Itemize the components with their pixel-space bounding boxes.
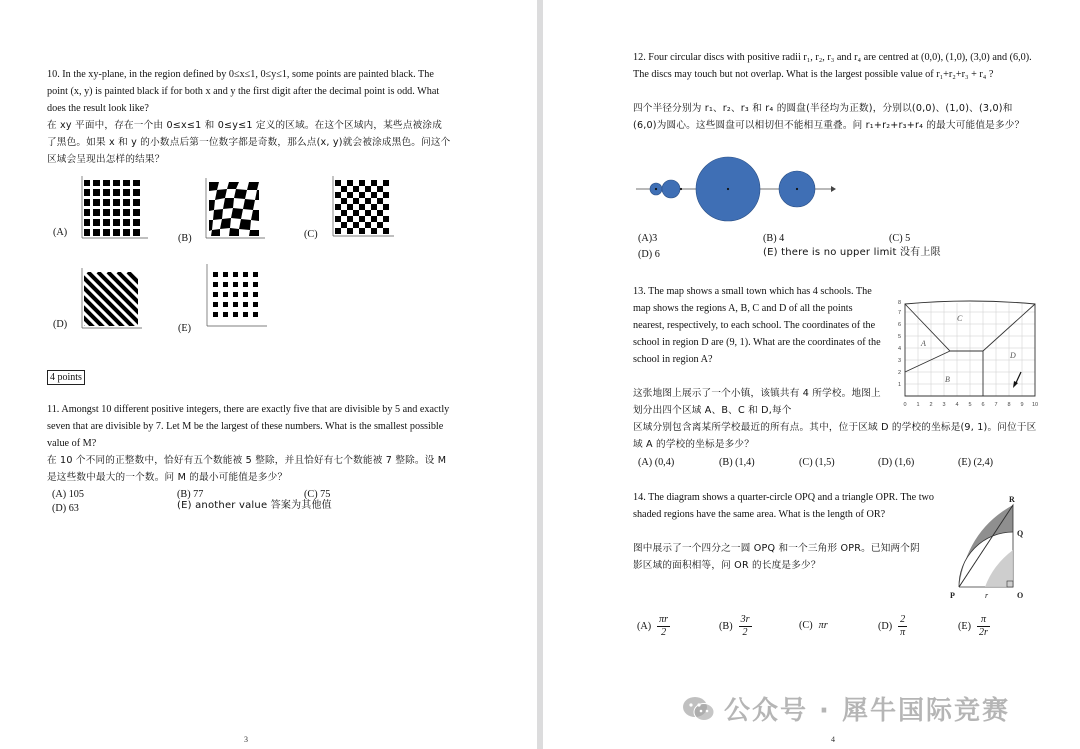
svg-text:1: 1	[916, 402, 920, 408]
svg-text:4: 4	[955, 402, 959, 408]
q10-option-e-label: (E)	[178, 323, 192, 334]
svg-text:3: 3	[897, 358, 901, 364]
q13-region-c: C	[957, 314, 963, 323]
q12-text-cn: 四个半径分别为 r₁、r₂、r₃ 和 r₄ 的圆盘(半径均为正数)，分别以(0,0)、(1,0)、(3,0)和(6,0)为圆心。这些圆盘可以相切但不能相互重叠。问 r₁+r₂+r₃+r₄ 的最大可能值是多少？	[633, 103, 1025, 131]
q11-option-c: (C) 75	[304, 489, 331, 500]
q10-option-c-figure	[330, 174, 398, 240]
page-3	[0, 0, 537, 749]
svg-text:2: 2	[897, 370, 901, 376]
q13-map-figure	[895, 296, 1041, 412]
svg-text:5: 5	[968, 402, 972, 408]
svg-text:4: 4	[897, 346, 901, 352]
q11-option-a: (A) 105	[52, 489, 84, 500]
svg-text:5: 5	[897, 334, 901, 340]
q10-option-e-figure	[203, 262, 271, 330]
q10-text: 10. In the xy-plane, in the region defined by 0≤x≤1, 0≤y≤1, some points are painted black. The point (x, y) is painted black if for both x and y the first digit after the decimal point is odd. What does the result look like?	[47, 69, 440, 114]
q12-text: 12. Four circular discs with positive radii r₁, r₂, r₃ and r₄ are centred at (0,0), (1,0), (3,0) and (6,0). The discs may touch but not overlap. What is the largest possible value of r₁+r₂+r₃ + r₄ ?	[633, 52, 1032, 80]
q13-text: 13. The map shows a small town which has 4 schools. The map shows the regions A, B, C and D of all the points nearest, respectively, to each school. The coordinates of the school in region D are (9, 1). What are the coordinates of the school in region A?	[633, 286, 881, 365]
q13-option-c: (C) (1,5)	[799, 457, 835, 468]
q14-option-c: (C) πr	[799, 620, 828, 631]
q13-region-b: B	[945, 375, 950, 384]
q10-option-b-label: (B)	[178, 233, 192, 244]
q10-points-badge: 4 points	[47, 370, 85, 385]
wechat-icon	[682, 695, 716, 723]
q10-option-c-label: (C)	[304, 229, 318, 240]
q11-text-cn: 在 10 个不同的正整数中，恰好有五个数能被 5 整除，并且恰好有七个数能被 7 整除。设 M 是这些数中最大的一个数。问 M 的最小可能值是多少？	[47, 455, 447, 483]
q11-text: 11. Amongst 10 different positive integers, there are exactly five that are divisible by 5 and exactly seven that are divisible by 7. Let M be the largest of these numbers. What is the smallest possible value of M?	[47, 404, 450, 449]
q12-discs-figure	[636, 160, 836, 224]
svg-text:8: 8	[897, 300, 901, 306]
q14-label-q: Q	[1017, 529, 1024, 538]
page-4	[543, 0, 1080, 749]
q12-option-d: (D) 6	[638, 249, 660, 260]
q10-option-d-figure	[78, 266, 146, 332]
q14-label-o: O	[1017, 591, 1024, 600]
q13-option-a: (A) (0,4)	[638, 457, 675, 468]
q14-option-b: (B) $\frac{3r}{2}$	[719, 614, 750, 638]
svg-text:9: 9	[1020, 402, 1024, 408]
svg-text:3: 3	[942, 402, 946, 408]
q13-text-cn-1: 这张地图上展示了一个小镇，该镇共有 4 所学校。地图上划分出四个区域 A、B、C 和 D,每个	[633, 388, 881, 416]
q13-option-e: (E) (2,4)	[958, 457, 994, 468]
q13-text-cn-2: 区域分别包含离某所学校最近的所有点。其中，位于区域 D 的学校的坐标是(9, 1)。问位于区域 A 的学校的坐标是多少？	[633, 422, 1037, 450]
svg-text:8: 8	[1007, 402, 1011, 408]
svg-text:7: 7	[994, 402, 998, 408]
svg-text:1: 1	[897, 382, 901, 388]
svg-text:6: 6	[897, 322, 901, 328]
q10-option-a-figure	[78, 174, 150, 242]
watermark-text: 公众号 · 犀牛国际竞赛	[724, 696, 1010, 726]
q13-region-d: D	[1010, 351, 1016, 360]
svg-text:7: 7	[897, 310, 901, 316]
q12-option-a: (A)3	[638, 233, 658, 244]
q13-region-a: A	[921, 339, 926, 348]
q14-text: 14. The diagram shows a quarter-circle OPQ and a triangle OPR. The two shaded regions have the same area. What is the length of OR?	[633, 492, 935, 520]
q10-text-cn: 在 xy 平面中，存在一个由 0≤x≤1 和 0≤y≤1 定义的区域。在这个区域内，某些点被涂成了黑色。如果 x 和 y 的小数点后第一位数字都是奇数，那么点(x, y)就会被涂成黑色。问这个区域会呈现出怎样的结果？	[47, 120, 451, 165]
q14-label-p: P	[950, 591, 955, 600]
svg-text:10: 10	[1031, 402, 1039, 408]
q12-option-e: (E) there is no upper limit 没有上限	[763, 247, 941, 258]
q10-option-d-label: (D)	[53, 319, 68, 330]
q14-label-radius: r	[985, 591, 989, 600]
q14-option-e: (E) $\frac{\pi}{2r}$	[958, 614, 988, 638]
q10-option-b-figure	[203, 176, 267, 242]
svg-text:0: 0	[903, 402, 907, 408]
q12-option-b: (B) 4	[763, 233, 785, 244]
q14-text-cn: 图中展示了一个四分之一圆 OPQ 和一个三角形 OPR。已知两个阴影区域的面积相等，问 OR 的长度是多少？	[633, 543, 920, 571]
q14-option-a: (A) $\frac{\pi r}{2}$	[637, 614, 669, 638]
q11-option-e: (E) another value 答案为其他值	[177, 500, 332, 511]
q12-option-c: (C) 5	[889, 233, 911, 244]
svg-text:6: 6	[981, 402, 985, 408]
watermark	[682, 690, 1010, 727]
page-number-4: 4	[831, 735, 835, 744]
q11-option-d: (D) 63	[52, 503, 79, 514]
q14-option-d: (D) $\frac{2}{\pi}$	[878, 614, 906, 638]
q13-option-b: (B) (1,4)	[719, 457, 755, 468]
svg-text:2: 2	[929, 402, 933, 408]
page-number: 3	[244, 735, 248, 744]
q14-diagram	[945, 490, 1037, 602]
q14-label-r-vertex: R	[1009, 495, 1015, 504]
q11-option-b: (B) 77	[177, 489, 204, 500]
q10-option-a-label: (A)	[53, 227, 68, 238]
q13-option-d: (D) (1,6)	[878, 457, 915, 468]
